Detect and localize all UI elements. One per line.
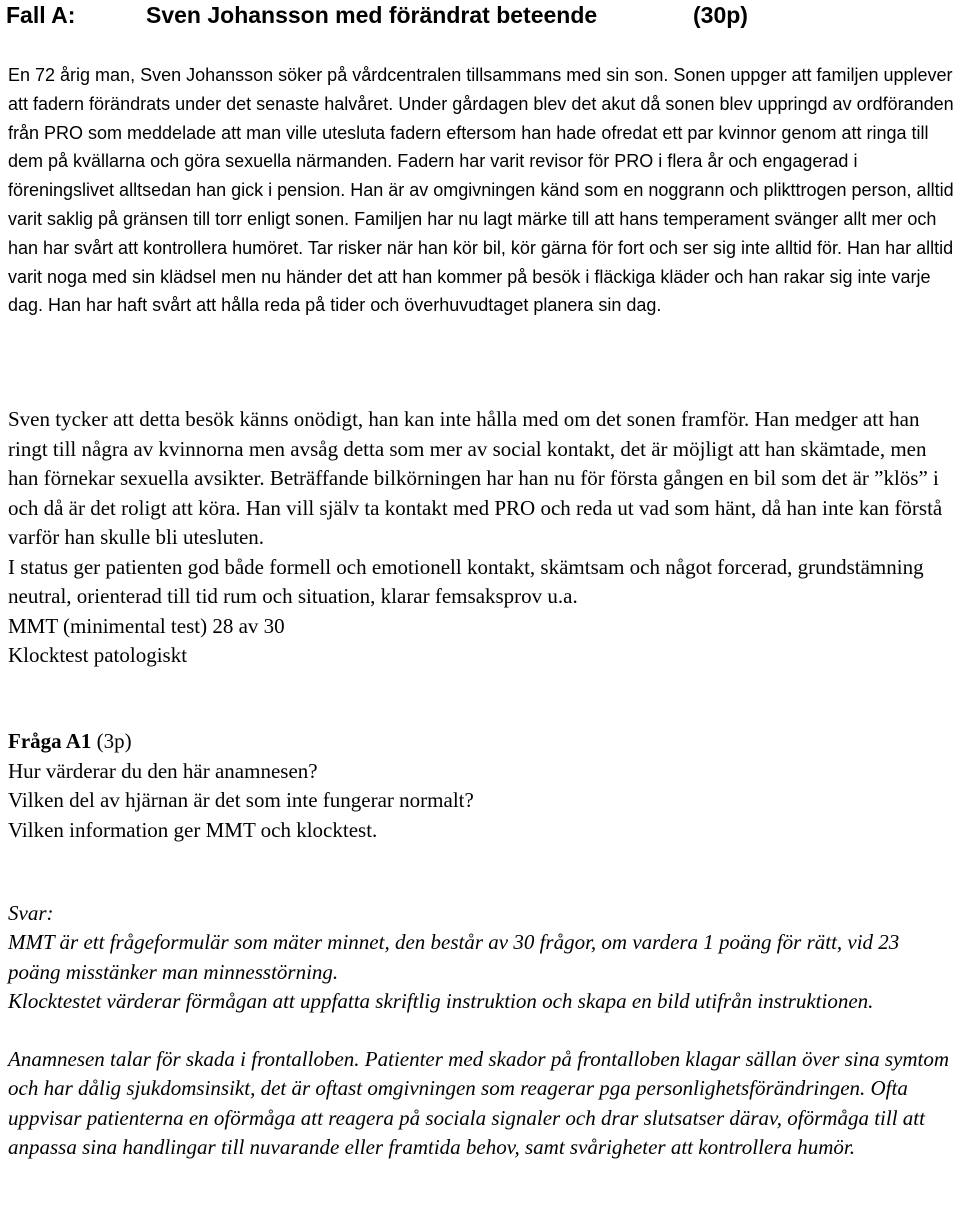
answer-paragraph: Klocktestet värderar förmågan att uppfatta skriftlig instruktion och skapa en bild utifrån instruktionen. bbox=[8, 988, 874, 1013]
patient-view-paragraph: Sven tycker att detta besök känns onödigt, han kan inte hålla med om det sonen framför. Han medger att han ringt till några av kvinnorna men avsåg detta som mer av social kontakt, det är möjligt att han skämtade, men han förnekar sexuella avsikter. Beträffande bilkörningen har han nu för första gången en bil som det är ”klös” i och då är det roligt att köra. Han vill själv ta kontakt med PRO och reda ut vad som hänt, då han inte kan förstå varför han skulle bli utesluten. bbox=[8, 407, 943, 549]
mmt-result: MMT (minimental test) 28 av 30 bbox=[8, 613, 285, 638]
answer-label: Svar: bbox=[8, 901, 54, 925]
question-a1 bbox=[8, 727, 956, 845]
case-description bbox=[8, 61, 956, 320]
answer-section bbox=[8, 899, 956, 1162]
spacer bbox=[8, 1016, 956, 1045]
case-points: (30p) bbox=[693, 2, 748, 28]
clock-test-result: Klocktest patologiskt bbox=[8, 643, 188, 667]
case-description-paragraph: En 72 årig man, Sven Johansson söker på vårdcentralen tillsammans med sin son. Sonen uppger att familjen upplever att fadern förändrats under det senaste halvåret. Under gårdagen blev det akut då sonen blev uppringd av ordföranden från PRO som meddelade att man ville utesluta fadern eftersom han hade ofredat ett par kvinnor genom att ringa till dem på kvällarna och göra sexuella närmanden. Fadern har varit revisor för PRO i flera år och engagerad i föreningslivet alltsedan han gick i pension. Han är av omgivningen känd som en noggrann och plikttrogen person, alltid varit saklig på gränsen till torr enligt sonen. Familjen har nu lagt märke till att hans temperament svänger allt mer och han har svårt att kontrollera humöret. Tar risker när han kör bil, kör gärna för fort och ser sig inte alltid för. Han har alltid varit noga med sin klädsel men nu händer det att han kommer på besök i fläckiga kläder och han rakar sig inte varje dag. Han har haft svårt att hålla reda på tider och överhuvudtaget planera sin dag. bbox=[8, 65, 954, 316]
question-line: Vilken information ger MMT och klocktest. bbox=[8, 817, 378, 842]
question-line: Vilken del av hjärnan är det som inte fungerar normalt? bbox=[8, 788, 474, 812]
question-line: Hur värderar du den här anamnesen? bbox=[8, 758, 318, 783]
case-label: Fall A: bbox=[6, 2, 76, 28]
status-paragraph: I status ger patienten god både formell och emotionell kontakt, skämtsam och något forcerad, grundstämning neutral, orienterad till tid rum och situation, klarar femsaksprov u.a. bbox=[8, 554, 924, 608]
answer-paragraph: MMT är ett frågeformulär som mäter minnet, den består av 30 frågor, om vardera 1 poäng för rätt, vid 23 poäng misstänker man minnesstörning. bbox=[8, 930, 900, 984]
answer-paragraph: Anamnesen talar för skada i frontalloben. Patienter med skador på frontalloben klagar sällan över sina symtom och har dålig sjukdomsinsikt, det är oftast omgivningen som reagerar pga personlighetsförändringen. Ofta uppvisar patienterna en oförmåga att reagera på sociala signaler och drar slutsatser därav, oförmåga till att anpassa sina handlingar till nuvarande eller framtida behov, samt svårigheter att kontrollera humör. bbox=[8, 1047, 950, 1160]
case-title: Sven Johansson med förändrat beteende bbox=[146, 2, 598, 28]
question-label: Fråga A1 bbox=[8, 729, 92, 753]
patient-view bbox=[8, 405, 956, 671]
question-heading bbox=[8, 727, 956, 757]
case-heading bbox=[6, 0, 956, 34]
question-points: (3p) bbox=[91, 729, 132, 753]
